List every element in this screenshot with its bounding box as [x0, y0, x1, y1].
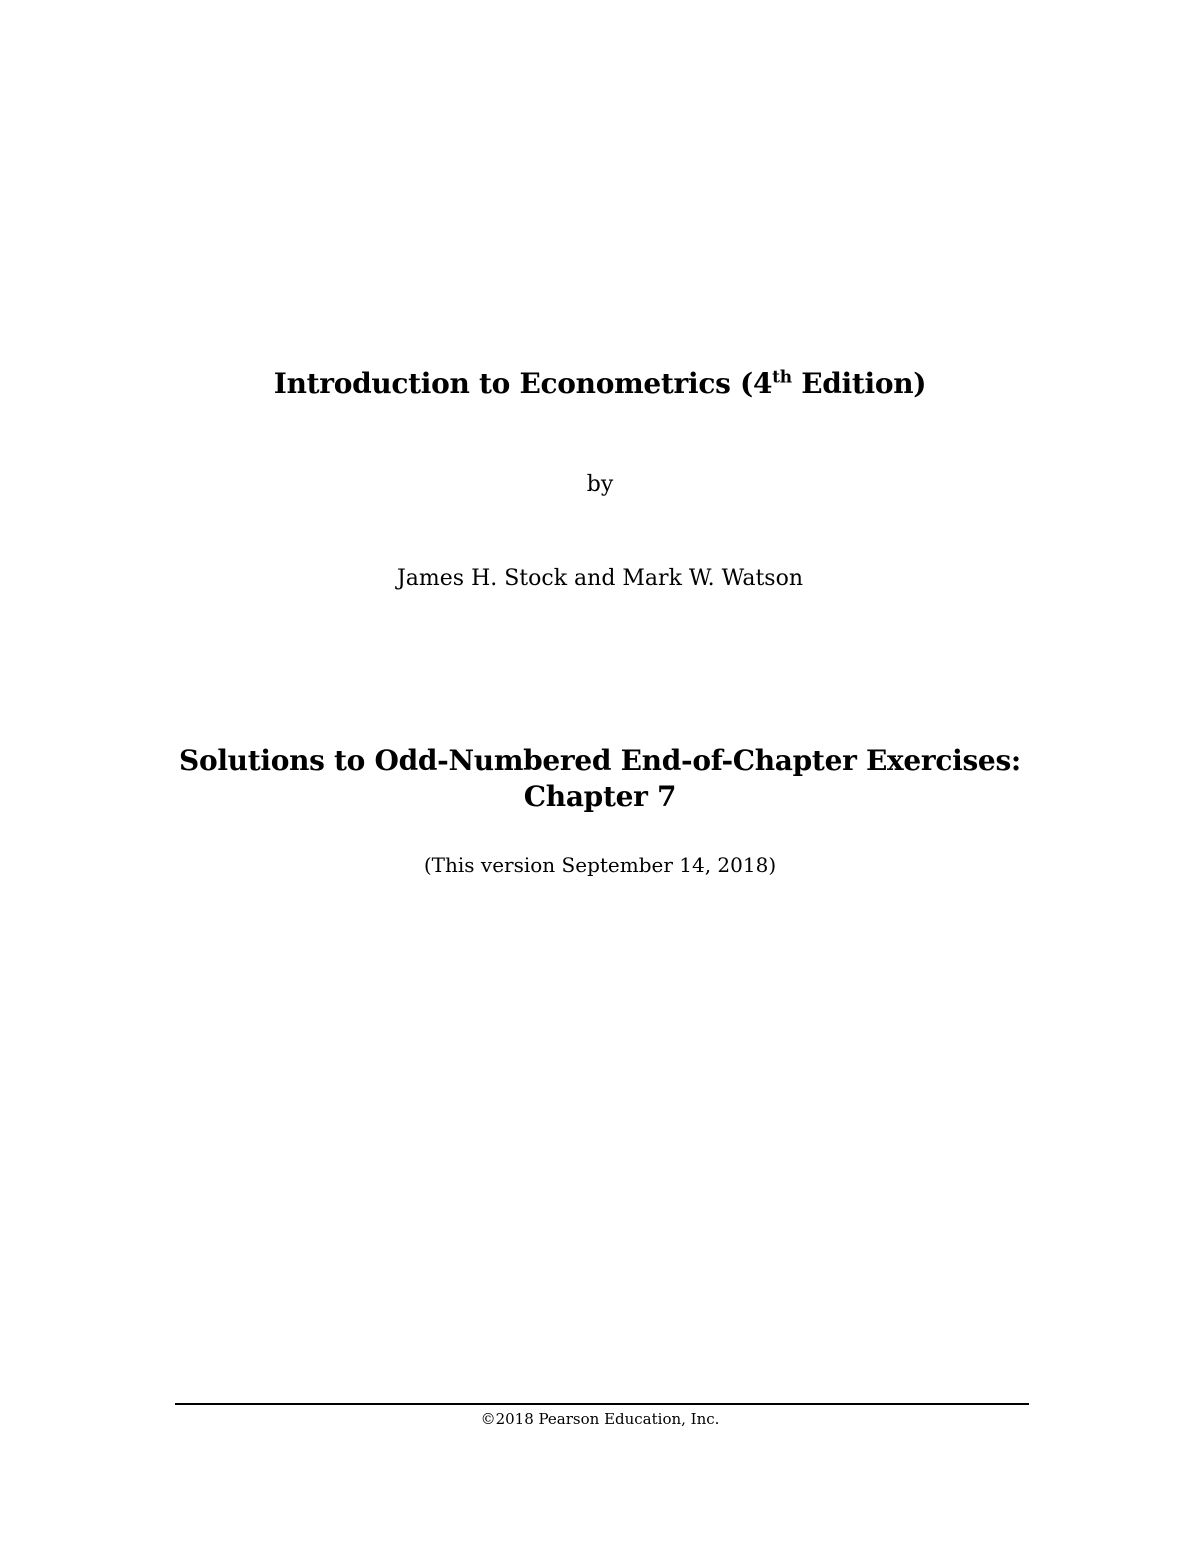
- book-title-end: Edition): [791, 367, 927, 400]
- book-title-main: Introduction to Econometrics (4: [273, 367, 773, 400]
- solutions-title-line-1: Solutions to Odd-Numbered End-of-Chapter Exercises:: [179, 744, 1021, 777]
- footer-copyright: ©2018 Pearson Education, Inc.: [480, 1410, 720, 1428]
- solutions-title: [0, 743, 1200, 815]
- book-title-superscript: th: [772, 367, 792, 388]
- book-title: [0, 362, 1200, 406]
- solutions-title-line-2: Chapter 7: [523, 780, 677, 813]
- by-line: by: [586, 472, 614, 497]
- footer-divider: [175, 1403, 1029, 1405]
- authors: James H. Stock and Mark W. Watson: [396, 566, 804, 591]
- version-date: (This version September 14, 2018): [423, 853, 777, 877]
